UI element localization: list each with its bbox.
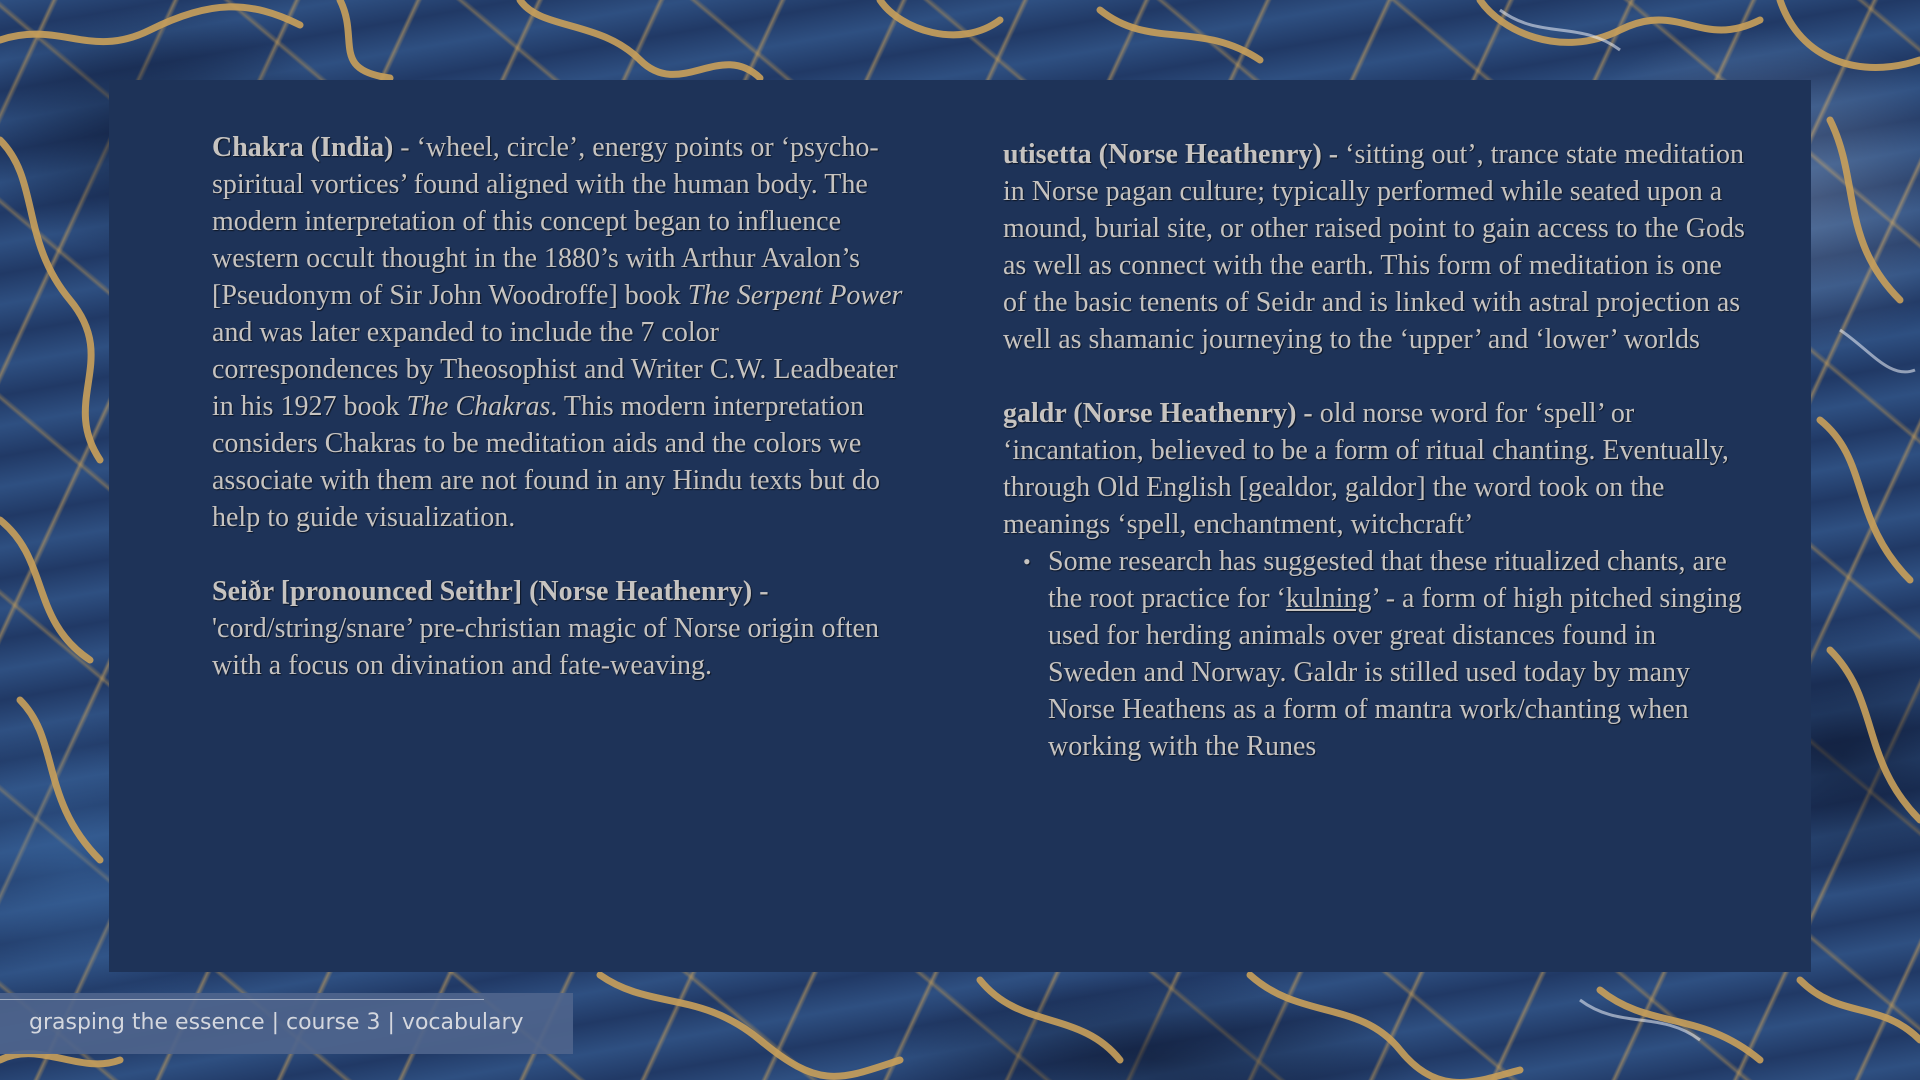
term-chakra: Chakra (India) <box>212 132 394 163</box>
bullet-text-part1: Some research has suggested that these ritualized chants, are the root practice for ‘ <box>1048 546 1727 614</box>
term-galdr: galdr (Norse Heathenry) - <box>1003 398 1313 429</box>
definition-chakra-part2: and was later expanded to include the 7 color correspondences by Theosophist and Writer C.W. Leadbeater in his 1927 book <box>212 317 898 422</box>
book-title-serpent-power: The Serpent Power <box>687 280 903 311</box>
kulning-link[interactable]: kulning <box>1285 583 1372 614</box>
definition-utisetta: ‘sitting out’, trance state meditation in Norse pagan culture; typically performed while seated upon a mound, burial site, or other raised point to gain access to the Gods as well as connect with the earth. This form of meditation is one of the basic tenents of Seidr and is linked with astral projection as well as shamanic journeying to the ‘upper’ and ‘lower’ worlds <box>1003 139 1745 355</box>
bullet-text-part2: ’ - a form of high pitched singing used for herding animals over great distances found in Sweden and Norway. Galdr is stilled used today by many Norse Heathens as a form of mantra work/chanting when working with the Runes <box>1048 583 1742 762</box>
term-seidr-separator: - <box>752 576 769 607</box>
definition-seidr: 'cord/string/snare’ pre-christian magic of Norse origin often with a focus on divination and fate-weaving. <box>212 613 879 681</box>
definition-chakra-part1: - ‘wheel, circle’, energy points or ‘psycho-spiritual vortices’ found aligned with the human body. The modern interpretation of this concept began to influence western occult thought in the 1880’s with Arthur Avalon’s [Pseudonym of Sir John Woodroffe] book <box>212 132 879 311</box>
definition-chakra-part3: . This modern interpretation considers Chakras to be meditation aids and the colors we associate with them are not found in any Hindu texts but do help to guide visualization. <box>212 391 880 533</box>
definition-galdr: old norse word for ‘spell’ or ‘incantation, believed to be a form of ritual chanting. Eventually, through Old English [gealdor, galdor] the word took on the meanings ‘spell, enchantment, witchcraft’ <box>1003 398 1729 540</box>
galdr-bullet-list <box>1003 543 1748 765</box>
entry-chakra <box>212 129 912 536</box>
term-utisetta: utisetta (Norse Heathenry) - <box>1003 139 1339 170</box>
galdr-bullet-item <box>1048 543 1748 765</box>
entry-utisetta <box>1003 136 1748 358</box>
entry-seidr <box>212 573 912 684</box>
footer-bar <box>0 993 573 1054</box>
footer-caption: grasping the essence | course 3 | vocabulary <box>29 1010 524 1035</box>
right-column <box>1003 136 1748 765</box>
term-seidr: Seiðr [pronounced Seithr] (Norse Heathenry) <box>212 576 753 607</box>
left-column <box>212 129 912 721</box>
entry-galdr <box>1003 395 1748 543</box>
book-title-the-chakras: The Chakras <box>406 391 551 422</box>
footer-divider <box>0 999 484 1000</box>
